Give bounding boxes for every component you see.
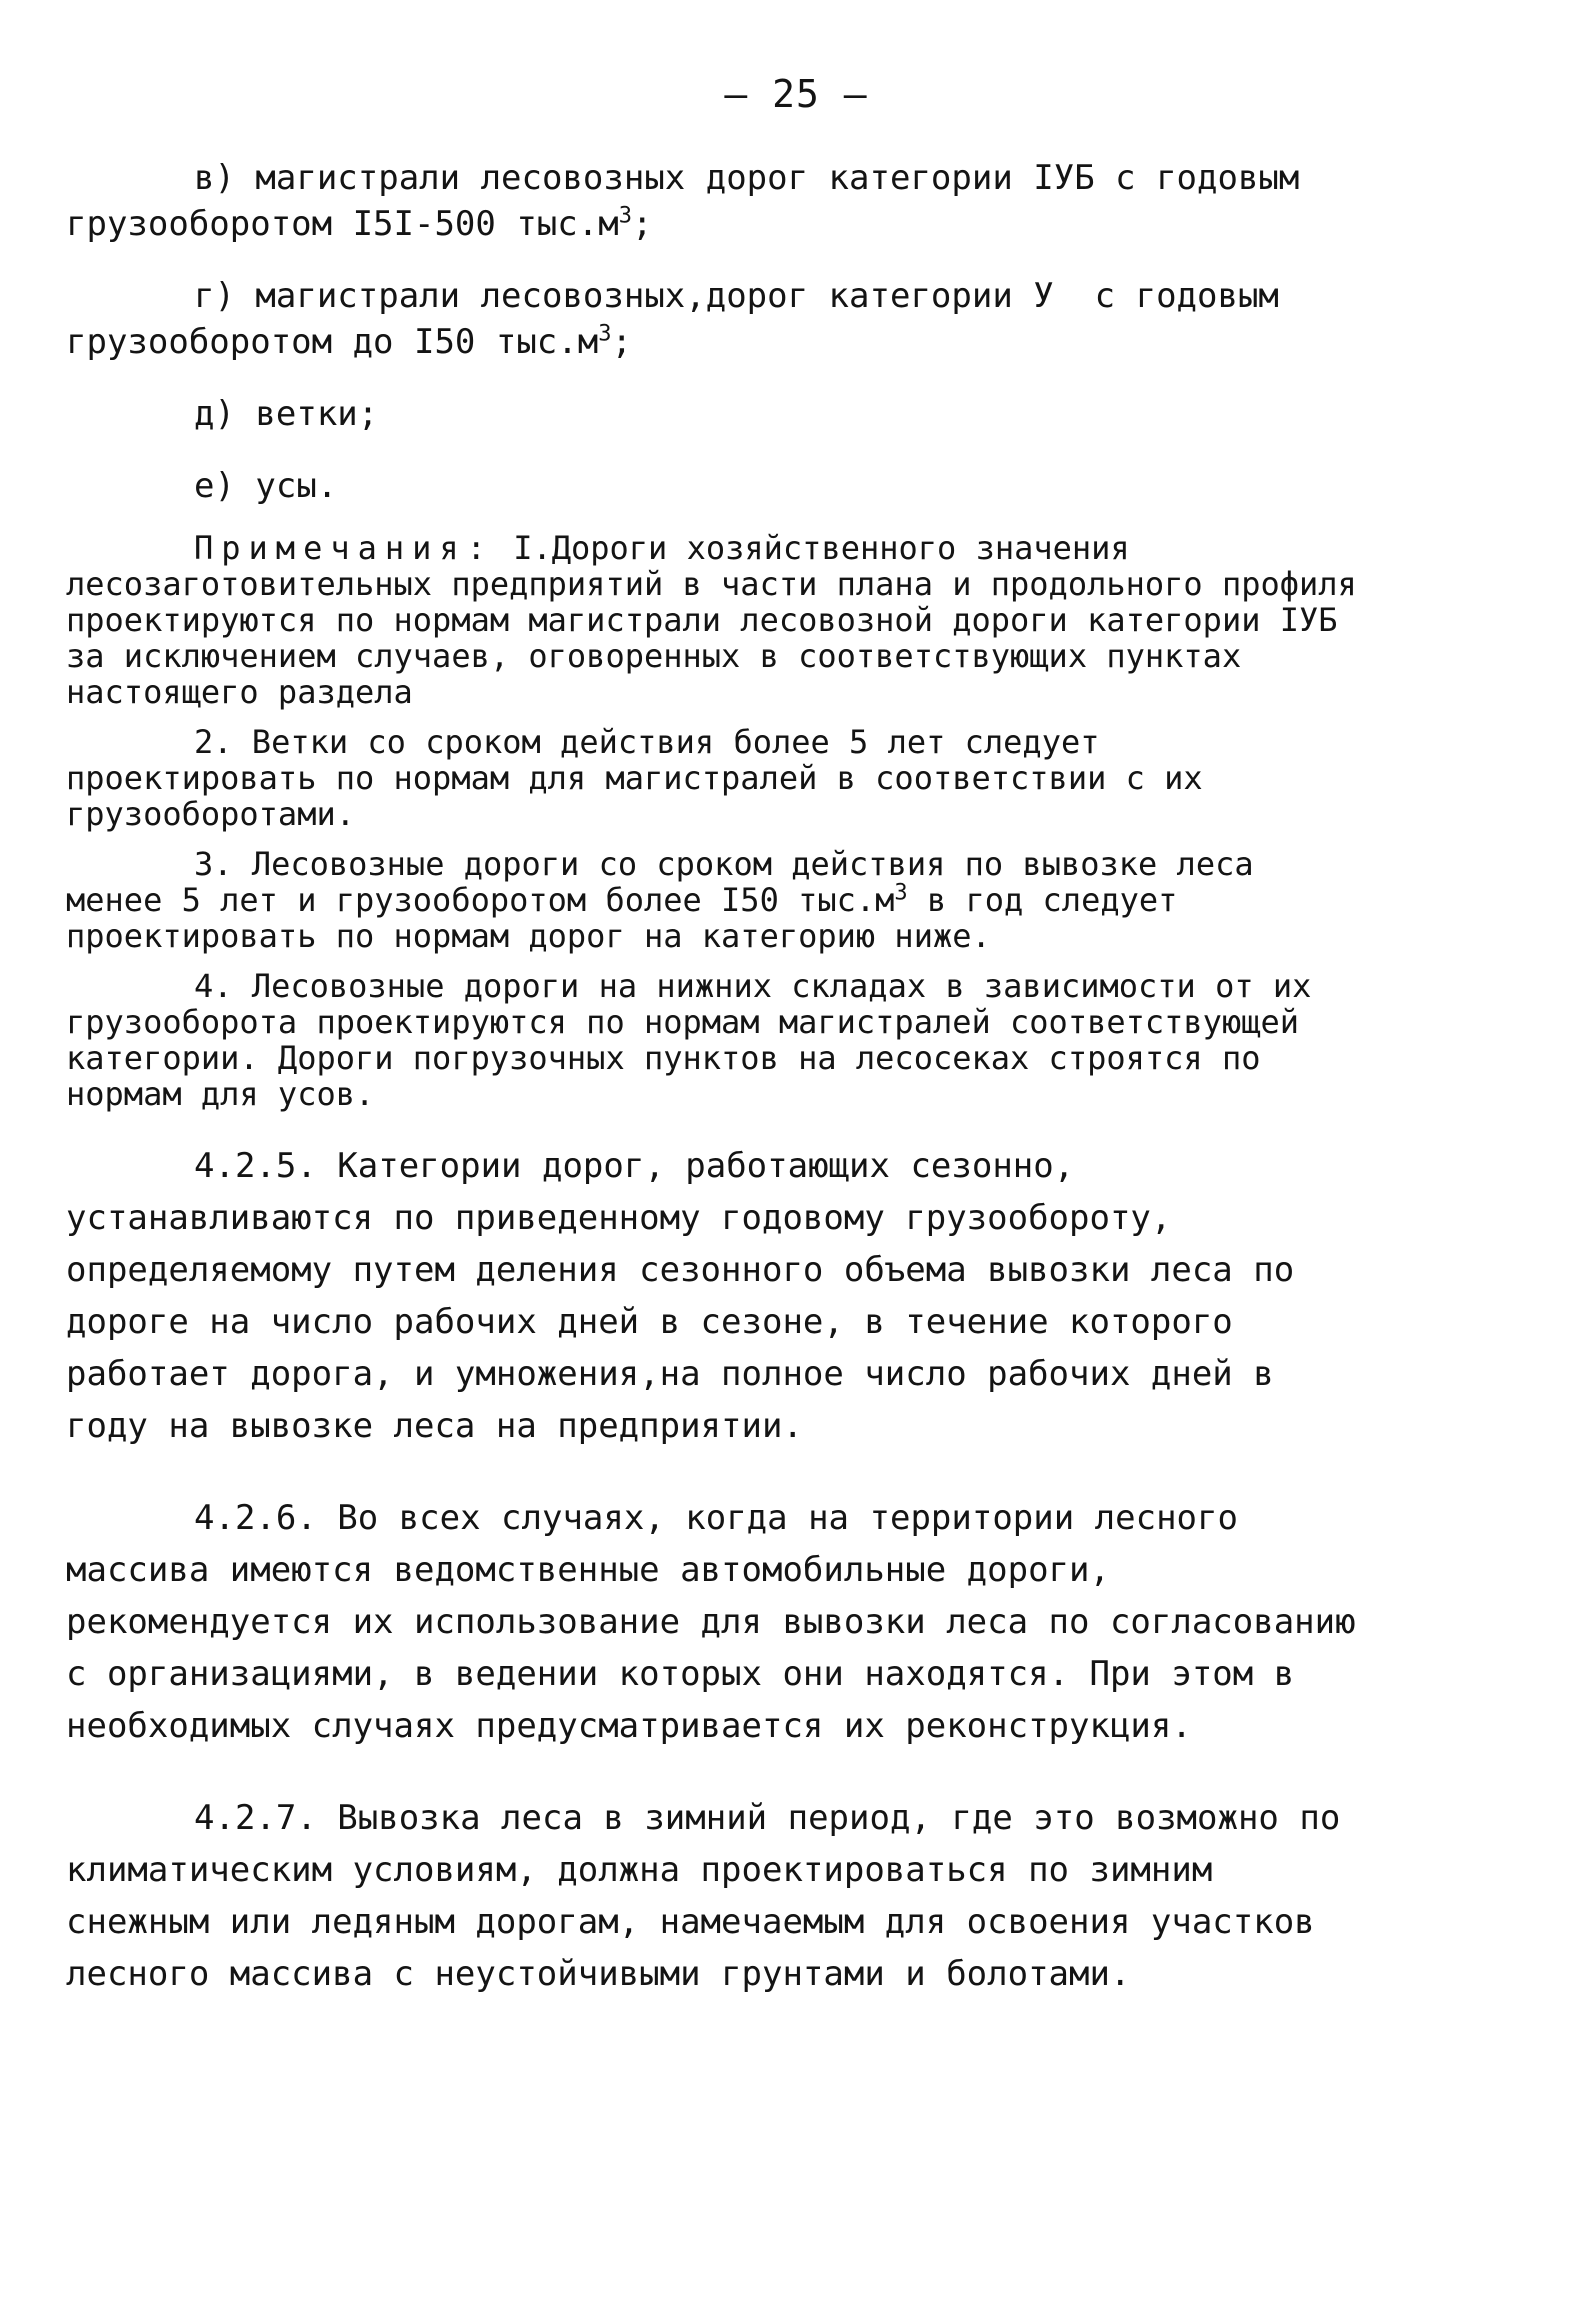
list-item [66, 463, 1366, 509]
section-paragraph: 4.2.6. Во всех случаях, когда на территории лесного массива имеются ведомственные автомобильные дороги, рекомендуется их использование для вывозки леса по согласованию с организациями, в ведении которых они находятся. При этом в необходимых случаях предусматривается их реконструкция. [66, 1498, 1356, 1746]
note-item [66, 846, 1366, 954]
road-category-list [66, 155, 1366, 535]
section-paragraph: 4.2.5. Категории дорог, работающих сезонно, устанавливаются по приведенному годовому грузообороту, определяемому путем деления сезонного объема вывозки леса по дороге на число рабочих дней в сезоне, в течение которого работает дорога, и умножения,на полное число рабочих дней в году на вывозке леса на предприятии. [66, 1146, 1295, 1446]
superscript: 3 [618, 203, 632, 229]
note-tail: в год следует проектировать по нормам дорог на категорию ниже. [66, 881, 1178, 955]
note-item [66, 968, 1366, 1112]
notes-block [66, 530, 1366, 1126]
list-item-text: е) усы. [194, 466, 338, 506]
list-item [66, 155, 1366, 247]
note-text: 2. Ветки со сроком действия более 5 лет следует проектировать по нормам для магистралей в соответствии с их грузооборотами. [66, 723, 1203, 833]
note-text: I.Дороги хозяйственного значения лесозаготовительных предприятий в части плана и продольного профиля проектируются по нормам магистрали лесовозной дороги категории IУБ за исключением случаев, оговоренных в соответствующих пунктах настоящего раздела [66, 529, 1357, 711]
section-paragraph: 4.2.7. Вывозка леса в зимний период, где это возможно по климатическим условиям, должна проектироваться по зимним снежным или ледяным дорогам, намечаемым для освоения участков лесного массива с неустойчивыми грунтами и болотами. [66, 1798, 1341, 1994]
superscript: 3 [598, 321, 612, 347]
list-item [66, 391, 1366, 437]
list-item-text: в) магистрали лесовозных дорог категории IУБ с годовым грузооборотом I5I-500 тыс.м [66, 158, 1320, 244]
notes-heading: Примечания: [194, 529, 494, 567]
list-item-tail: ; [611, 322, 632, 362]
note-item [66, 530, 1366, 710]
note-item [66, 724, 1366, 832]
list-item-text: г) магистрали лесовозных,дорог категории У с годовым грузооборотом до I50 тыс.м [66, 276, 1300, 362]
sections-block [66, 1140, 1366, 2040]
note-text: 3. Лесовозные дороги со сроком действия по вывозке леса менее 5 лет и грузооборотом более I50 тыс.м [66, 845, 1254, 919]
superscript: 3 [894, 880, 908, 906]
page-number: — 25 — [724, 72, 868, 116]
list-item [66, 273, 1366, 365]
note-text: 4. Лесовозные дороги на нижних складах в зависимости от их грузооборота проектируются по нормам магистралей соответствующей категории. Дороги погрузочных пунктов на лесосеках строятся по нормам для усов. [66, 967, 1312, 1113]
list-item-text: д) ветки; [194, 394, 379, 434]
list-item-tail: ; [631, 204, 653, 244]
